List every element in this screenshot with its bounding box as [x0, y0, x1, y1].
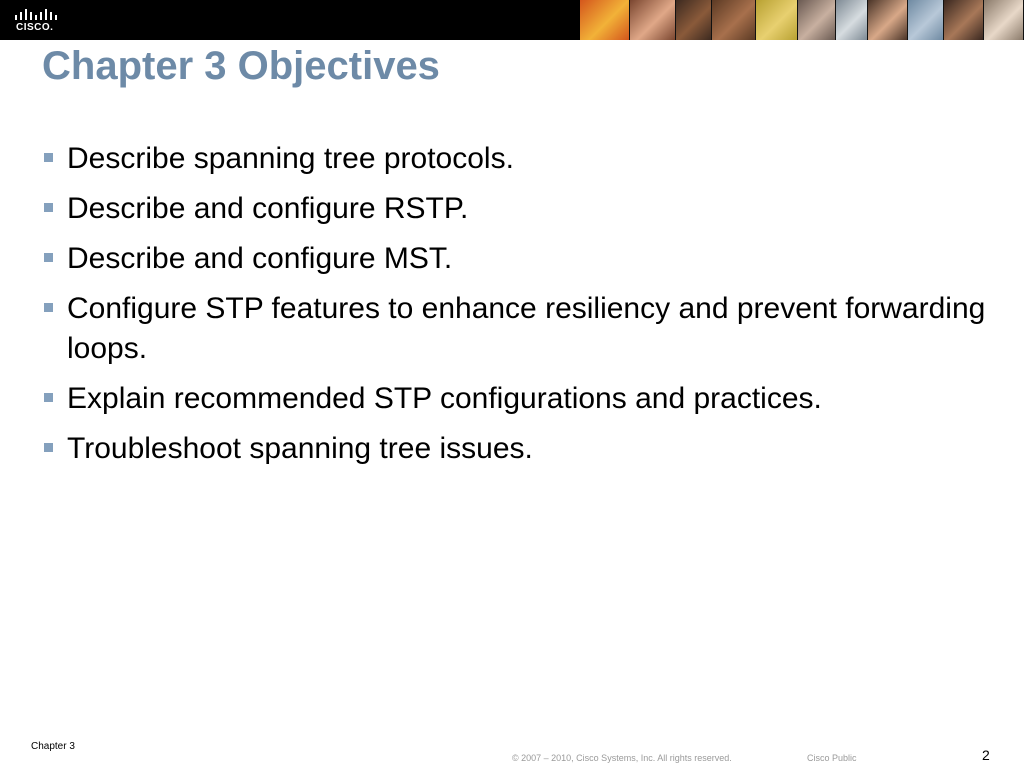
- bullet-item: [42, 189, 992, 229]
- person-photo: [676, 0, 712, 40]
- header-bar: [0, 0, 1024, 40]
- square-bullet-icon: [44, 203, 53, 212]
- person-photo: [798, 0, 836, 40]
- footer-chapter: Chapter 3: [31, 741, 75, 752]
- square-bullet-icon: [44, 393, 53, 402]
- square-bullet-icon: [44, 253, 53, 262]
- footer-copyright: © 2007 – 2010, Cisco Systems, Inc. All rights reserved.: [512, 753, 732, 763]
- cisco-logo-text: CISCO.: [16, 22, 54, 33]
- person-photo: [944, 0, 984, 40]
- building-photo: [836, 0, 868, 40]
- bullet-text: Explain recommended STP configurations and practices.: [67, 382, 822, 415]
- person-photo: [630, 0, 676, 40]
- bullet-item: [42, 289, 992, 369]
- footer-classification: Cisco Public: [807, 753, 857, 763]
- square-bullet-icon: [44, 153, 53, 162]
- person-photo: [712, 0, 756, 40]
- cisco-logo-bars-icon: [14, 8, 60, 22]
- bullet-text: Describe and configure RSTP.: [67, 192, 469, 225]
- bullet-item: [42, 379, 992, 419]
- yellow-abstract-photo: [756, 0, 798, 40]
- bullet-text: Configure STP features to enhance resiliency and prevent forwarding loops.: [67, 292, 986, 365]
- person-photo: [868, 0, 908, 40]
- photo-strip: [580, 0, 1024, 40]
- square-bullet-icon: [44, 303, 53, 312]
- blue-abstract-photo: [908, 0, 944, 40]
- cisco-logo: [12, 5, 64, 35]
- orange-abstract-photo: [580, 0, 630, 40]
- bullet-text: Troubleshoot spanning tree issues.: [67, 432, 533, 465]
- page-number: 2: [982, 747, 990, 763]
- bullet-text: Describe and configure MST.: [67, 242, 453, 275]
- bullet-item: [42, 139, 992, 179]
- bullet-item: [42, 429, 992, 469]
- square-bullet-icon: [44, 443, 53, 452]
- bullet-text: Describe spanning tree protocols.: [67, 142, 514, 175]
- slide-title: Chapter 3 Objectives: [42, 44, 440, 88]
- person-photo: [984, 0, 1024, 40]
- objectives-list: [42, 139, 992, 479]
- bullet-item: [42, 239, 992, 279]
